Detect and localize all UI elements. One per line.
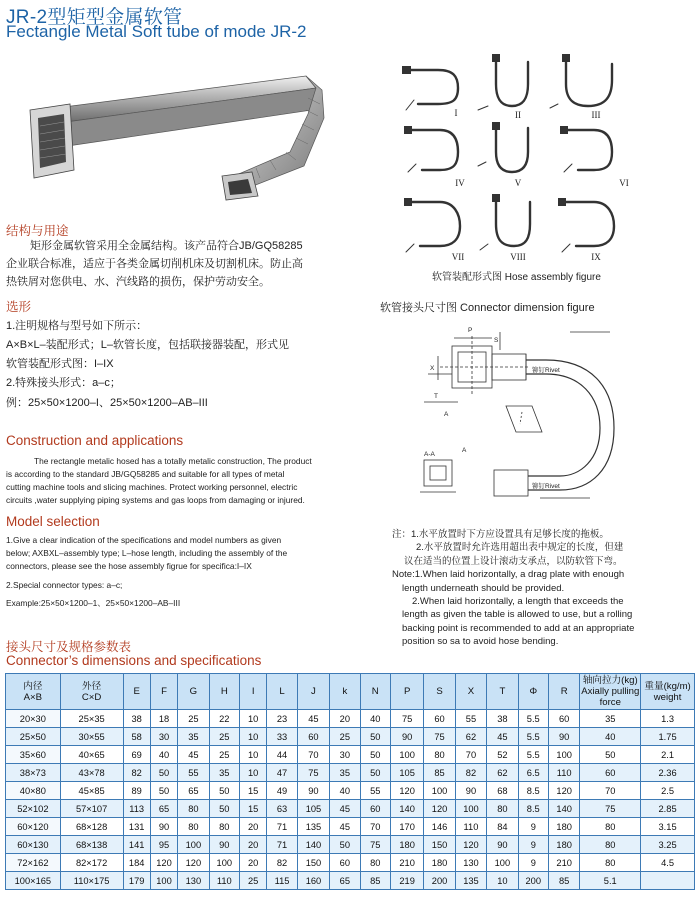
table-cell: 75 [390, 710, 423, 728]
hose-label-6: VI [619, 178, 629, 188]
table-row [6, 746, 695, 764]
table-cell: 60 [330, 854, 360, 872]
table-cell: 80 [580, 836, 641, 854]
table-cell: 52 [487, 746, 518, 764]
table-cell: 2.85 [641, 800, 695, 818]
table-cell: 82×172 [60, 854, 123, 872]
table-cell: 50 [209, 782, 239, 800]
table-cell: 84 [487, 818, 518, 836]
table-cell: 25 [240, 872, 267, 890]
table-cell: 50 [580, 746, 641, 764]
table-cell: 20 [240, 854, 267, 872]
structure-line-2: 企业联合标准，适应于各类金属切削机床及切割机床。防止高 [6, 258, 303, 270]
table-cell: 33 [267, 728, 297, 746]
selection-heading-cn: 选形 [6, 300, 32, 314]
table-header-cell: k [330, 674, 360, 710]
table-cell: 30 [150, 728, 177, 746]
table-cell: 68 [487, 782, 518, 800]
hose-label-3: III [591, 110, 601, 120]
hose-label-4: IV [455, 178, 465, 188]
note-line-2: 2.水平放置时允许选用超出表中规定的长度，但建 [416, 542, 624, 554]
rivet-label-1: 铆钉Rivet [532, 367, 560, 374]
table-cell: 90 [455, 782, 486, 800]
table-cell: 18 [150, 710, 177, 728]
table-header-cell: T [487, 674, 518, 710]
table-cell: 180 [424, 854, 455, 872]
table-cell: 6.5 [518, 764, 548, 782]
table-header-cell: 重量(kg/m) weight [641, 674, 695, 710]
selection-line-5: 例：25×50×1200–I、25×50×1200–AB–III [6, 397, 208, 409]
table-cell: 30 [330, 746, 360, 764]
table-cell: 150 [424, 836, 455, 854]
structure-heading-cn: 结构与用途 [6, 224, 69, 238]
table-cell: 80 [580, 818, 641, 836]
conn-label-a1: A [444, 411, 449, 418]
table-cell: 40 [360, 710, 390, 728]
table-cell: 5.5 [518, 746, 548, 764]
table-cell: 10 [487, 872, 518, 890]
table-cell: 22 [209, 710, 239, 728]
table-header-cell: J [297, 674, 329, 710]
table-cell: 50 [150, 764, 177, 782]
table-cell: 120 [424, 800, 455, 818]
table-cell: 45×85 [60, 782, 123, 800]
model-line-1: 1.Give a clear indication of the specifications and model numbers as given [6, 535, 282, 545]
table-cell: 80 [487, 800, 518, 818]
hose-form-5 [478, 122, 528, 172]
table-cell: 80 [360, 854, 390, 872]
conn-label-aa: A-A [424, 451, 435, 458]
table-cell: 62 [455, 728, 486, 746]
table-cell: 105 [297, 800, 329, 818]
table-header-cell: I [240, 674, 267, 710]
table-cell: 210 [390, 854, 423, 872]
table-cell: 35 [178, 728, 209, 746]
model-line-2: below; AXBXL–assembly type; L–hose length, including the assembly of the [6, 548, 288, 558]
table-cell: 10 [240, 764, 267, 782]
table-cell: 70 [360, 818, 390, 836]
table-cell: 47 [267, 764, 297, 782]
table-cell: 70 [455, 746, 486, 764]
hose-form-9 [558, 198, 614, 252]
table-cell: 20 [330, 710, 360, 728]
table-cell: 20 [240, 818, 267, 836]
note-line-6: 2.When laid horizontally, a length that exceeds the [412, 596, 624, 608]
table-cell: 110 [455, 818, 486, 836]
table-cell: 55 [360, 782, 390, 800]
table-cell: 80 [178, 800, 209, 818]
table-cell: 58 [123, 728, 150, 746]
table-cell: 20 [240, 836, 267, 854]
selection-line-3: 软管装配形式图：I–IX [6, 358, 114, 370]
table-cell: 100 [150, 872, 177, 890]
table-cell: 40 [580, 728, 641, 746]
table-cell: 120 [150, 854, 177, 872]
table-cell: 8.5 [518, 800, 548, 818]
table-cell: 57×107 [60, 800, 123, 818]
table-cell: 60×130 [6, 836, 61, 854]
table-cell: 85 [424, 764, 455, 782]
table-header-cell: F [150, 674, 177, 710]
table-cell: 1.75 [641, 728, 695, 746]
table-cell: 100 [487, 854, 518, 872]
table-header-cell: 轴向拉力(kg) Axially pulling force [581, 675, 640, 708]
table-cell: 100×165 [6, 872, 61, 890]
table-header-cell: 外径 C×D [60, 674, 123, 710]
conn-label-s: S [494, 337, 499, 344]
table-cell: 210 [548, 854, 579, 872]
note-line-5: length underneath should be provided. [402, 582, 565, 594]
table-cell: 90 [548, 728, 579, 746]
table-cell: 50 [360, 746, 390, 764]
hose-form-3 [550, 54, 612, 108]
table-cell: 45 [487, 728, 518, 746]
table-cell: 85 [360, 872, 390, 890]
table-cell: 30×55 [60, 728, 123, 746]
table-row [6, 728, 695, 746]
table-cell: 60 [297, 728, 329, 746]
note-line-1: 注：1.水平放置时下方应设置具有足够长度的拖板。 [392, 529, 609, 540]
rivet-label-2: 铆钉Rivet [532, 483, 560, 490]
table-cell: 69 [123, 746, 150, 764]
construction-line-4: circuits ,water supplying piping systems and gas loops from damaging or injured. [6, 495, 305, 505]
notes-block [392, 528, 697, 649]
table-cell: 68×128 [60, 818, 123, 836]
page-title-cn: JR-2型矩型金属软管 [6, 7, 183, 28]
structure-line-1: 矩形金属软管采用全金属结构。该产品符合JB/GQ58285 [30, 240, 303, 252]
table-cell: 45 [330, 818, 360, 836]
table-header-cell: X [455, 674, 486, 710]
table-cell: 1.3 [641, 710, 695, 728]
note-line-7: length as given the table is allowed to use, but a rolling [402, 609, 633, 621]
table-cell: 25×35 [60, 710, 123, 728]
table-cell: 70 [297, 746, 329, 764]
table-cell: 200 [518, 872, 548, 890]
conn-label-p: P [468, 327, 473, 334]
page-title-en: Fectangle Metal Soft tube of mode JR-2 [6, 22, 307, 41]
hose-assembly-figure [398, 48, 644, 266]
table-cell: 15 [240, 800, 267, 818]
table-cell: 8.5 [518, 782, 548, 800]
model-line-3: connectors, please see the hose assembly figrue for specifica:I–IX [6, 561, 252, 571]
table-cell: 115 [267, 872, 297, 890]
table-cell: 219 [390, 872, 423, 890]
table-cell: 180 [390, 836, 423, 854]
table-cell: 180 [548, 836, 579, 854]
table-cell: 120 [455, 836, 486, 854]
table-cell: 25×50 [6, 728, 61, 746]
table-cell: 120 [390, 782, 423, 800]
table-cell: 62 [487, 764, 518, 782]
table-cell: 110 [209, 872, 239, 890]
table-cell: 130 [178, 872, 209, 890]
table-cell: 80 [178, 818, 209, 836]
table-header-cell: R [548, 674, 579, 710]
table-cell: 80 [424, 746, 455, 764]
table-cell: 82 [123, 764, 150, 782]
table-cell: 80 [209, 818, 239, 836]
table-cell: 60 [580, 764, 641, 782]
hose-form-4 [404, 126, 458, 172]
table-header-cell: P [390, 674, 423, 710]
table-row [6, 854, 695, 872]
table-cell: 60 [424, 710, 455, 728]
table-row [6, 872, 695, 890]
table-cell: 95 [150, 836, 177, 854]
table-cell: 113 [123, 800, 150, 818]
hose-label-2: II [515, 110, 521, 120]
table-cell: 90 [209, 836, 239, 854]
table-header-cell: N [360, 674, 390, 710]
table-cell: 10 [240, 710, 267, 728]
table-cell: 50 [150, 782, 177, 800]
table-cell: 141 [123, 836, 150, 854]
table-cell: 90 [487, 836, 518, 854]
table-cell: 44 [267, 746, 297, 764]
table-cell: 3.15 [641, 818, 695, 836]
table-row [6, 836, 695, 854]
structure-line-3: 热铁屑对您供电、水、汽线路的损伤，保护劳动安全。 [6, 276, 270, 288]
table-cell: 5.1 [580, 872, 641, 890]
table-cell: 25 [178, 710, 209, 728]
table-cell: 180 [548, 818, 579, 836]
table-cell: 160 [297, 872, 329, 890]
table-cell: 25 [209, 746, 239, 764]
product-photo [8, 48, 348, 218]
table-cell: 90 [150, 818, 177, 836]
hose-form-2 [478, 54, 528, 110]
table-cell: 9 [518, 854, 548, 872]
table-cell: 35 [209, 764, 239, 782]
table-cell [641, 872, 695, 890]
table-cell: 5.5 [518, 728, 548, 746]
table-cell: 9 [518, 836, 548, 854]
table-cell: 70 [580, 782, 641, 800]
note-line-4: Note:1.When laid horizontally, a drag plate with enough [392, 569, 625, 581]
table-header-cell: E [123, 674, 150, 710]
table-cell: 15 [240, 782, 267, 800]
table-cell: 40 [150, 746, 177, 764]
construction-line-3: cutting machine tools and slicing machines. Protect working personnel, electric [6, 482, 298, 492]
table-cell: 120 [548, 782, 579, 800]
table-cell: 2.36 [641, 764, 695, 782]
table-cell: 140 [390, 800, 423, 818]
table-cell: 60 [360, 800, 390, 818]
table-cell: 35×60 [6, 746, 61, 764]
hose-form-8 [480, 194, 530, 250]
table-cell: 35 [330, 764, 360, 782]
table-cell: 71 [267, 836, 297, 854]
table-cell: 100 [424, 782, 455, 800]
table-row [6, 782, 695, 800]
table-cell: 55 [178, 764, 209, 782]
table-row [6, 764, 695, 782]
table-cell: 65 [330, 872, 360, 890]
table-cell: 50 [360, 764, 390, 782]
construction-line-1: The rectangle metalic hosed has a totally metalic construction, The product [34, 456, 312, 466]
table-cell: 38 [487, 710, 518, 728]
table-cell: 45 [178, 746, 209, 764]
table-cell: 49 [267, 782, 297, 800]
table-cell: 4.5 [641, 854, 695, 872]
table-cell: 120 [178, 854, 209, 872]
table-cell: 45 [297, 710, 329, 728]
selection-line-1: 1.注明规格与型号如下所示： [6, 320, 148, 332]
hose-label-5: V [514, 178, 522, 188]
table-cell: 72×162 [6, 854, 61, 872]
table-cell: 9 [518, 818, 548, 836]
note-line-3: 议在适当的位置上设计滚动支承点，以防软管下弯。 [404, 555, 623, 567]
table-cell: 25 [209, 728, 239, 746]
table-cell: 10 [240, 746, 267, 764]
table-row [6, 800, 695, 818]
table-cell: 179 [123, 872, 150, 890]
table-cell: 5.5 [518, 710, 548, 728]
connector-figure-caption: 软管接头尺寸图 Connector dimension figure [380, 302, 595, 314]
table-cell: 100 [390, 746, 423, 764]
table-cell: 82 [267, 854, 297, 872]
table-cell: 90 [390, 728, 423, 746]
table-header-cell: H [209, 674, 239, 710]
hose-form-1 [402, 66, 458, 110]
table-cell: 82 [455, 764, 486, 782]
table-cell: 60×120 [6, 818, 61, 836]
table-cell: 25 [330, 728, 360, 746]
table-cell: 110×175 [60, 872, 123, 890]
table-cell: 55 [455, 710, 486, 728]
table-cell: 65 [178, 782, 209, 800]
table-cell: 71 [267, 818, 297, 836]
table-cell: 200 [424, 872, 455, 890]
table-cell: 135 [455, 872, 486, 890]
table-cell: 68×138 [60, 836, 123, 854]
hose-label-9: IX [591, 252, 601, 262]
table-cell: 43×78 [60, 764, 123, 782]
table-cell: 89 [123, 782, 150, 800]
table-cell: 10 [240, 728, 267, 746]
table-cell: 75 [297, 764, 329, 782]
table-cell: 45 [330, 800, 360, 818]
table-header-row [6, 674, 695, 710]
table-cell: 40×65 [60, 746, 123, 764]
table-header-cell: Φ [518, 674, 548, 710]
table-cell: 80 [580, 854, 641, 872]
table-cell: 52×102 [6, 800, 61, 818]
model-line-5: Example:25×50×1200–1、25×50×1200–AB–III [6, 598, 181, 608]
hose-form-7 [404, 198, 460, 252]
hose-form-6 [560, 126, 612, 172]
table-cell: 50 [360, 728, 390, 746]
table-heading-en: Connector’s dimensions and specifications [6, 653, 262, 668]
table-cell: 40 [330, 782, 360, 800]
conn-label-x: X [430, 365, 435, 372]
table-cell: 2.5 [641, 782, 695, 800]
selection-line-2: A×B×L–装配形式；L–软管长度，包括联接器装配，形式见 [6, 339, 289, 351]
spec-table [5, 673, 695, 890]
conn-label-t: T [434, 393, 438, 400]
table-header-cell: 内径 A×B [6, 674, 61, 710]
table-cell: 140 [548, 800, 579, 818]
table-cell: 23 [267, 710, 297, 728]
table-cell: 50 [209, 800, 239, 818]
model-heading-en: Model selection [6, 514, 100, 529]
hose-label-8: VIII [510, 252, 526, 262]
hose-figure-caption: 软管装配形式图 Hose assembly figure [432, 272, 601, 283]
selection-line-4: 2.特殊接头形式：a–c； [6, 377, 121, 389]
table-cell: 75 [580, 800, 641, 818]
hose-label-7: VII [451, 252, 465, 262]
table-cell: 50 [330, 836, 360, 854]
table-cell: 100 [455, 800, 486, 818]
table-cell: 184 [123, 854, 150, 872]
table-cell: 105 [390, 764, 423, 782]
table-cell: 35 [580, 710, 641, 728]
table-cell: 20×30 [6, 710, 61, 728]
table-cell: 130 [455, 854, 486, 872]
table-cell: 3.25 [641, 836, 695, 854]
table-header-cell: S [424, 674, 455, 710]
table-cell: 38×73 [6, 764, 61, 782]
hose-label-1: I [454, 108, 458, 118]
table-cell: 85 [548, 872, 579, 890]
table-cell: 131 [123, 818, 150, 836]
table-row [6, 818, 695, 836]
table-cell: 110 [548, 764, 579, 782]
table-cell: 38 [123, 710, 150, 728]
table-cell: 40×80 [6, 782, 61, 800]
table-header-cell: G [178, 674, 209, 710]
conn-label-a2: A [462, 447, 467, 454]
table-cell: 170 [390, 818, 423, 836]
connector-dimension-figure [410, 320, 632, 520]
table-cell: 100 [209, 854, 239, 872]
table-cell: 100 [548, 746, 579, 764]
table-cell: 150 [297, 854, 329, 872]
table-cell: 90 [297, 782, 329, 800]
note-line-8: backing point is recommended to add at an appropriate [402, 622, 635, 634]
model-line-4: 2.Special connector types: a–c; [6, 580, 123, 590]
table-cell: 2.1 [641, 746, 695, 764]
table-cell: 65 [150, 800, 177, 818]
table-cell: 140 [297, 836, 329, 854]
construction-line-2: is according to the standard JB/GQ58285 and suitable for all types of metal [6, 469, 285, 479]
table-cell: 63 [267, 800, 297, 818]
table-cell: 75 [424, 728, 455, 746]
table-row [6, 710, 695, 728]
table-cell: 75 [360, 836, 390, 854]
table-heading-cn: 接头尺寸及规格参数表 [6, 640, 132, 654]
table-cell: 60 [548, 710, 579, 728]
table-header-cell: L [267, 674, 297, 710]
note-line-9: position so sa to avoid hose bending. [402, 636, 559, 648]
table-cell: 135 [297, 818, 329, 836]
table-cell: 146 [424, 818, 455, 836]
construction-heading-en: Construction and applications [6, 433, 184, 448]
table-cell: 100 [178, 836, 209, 854]
